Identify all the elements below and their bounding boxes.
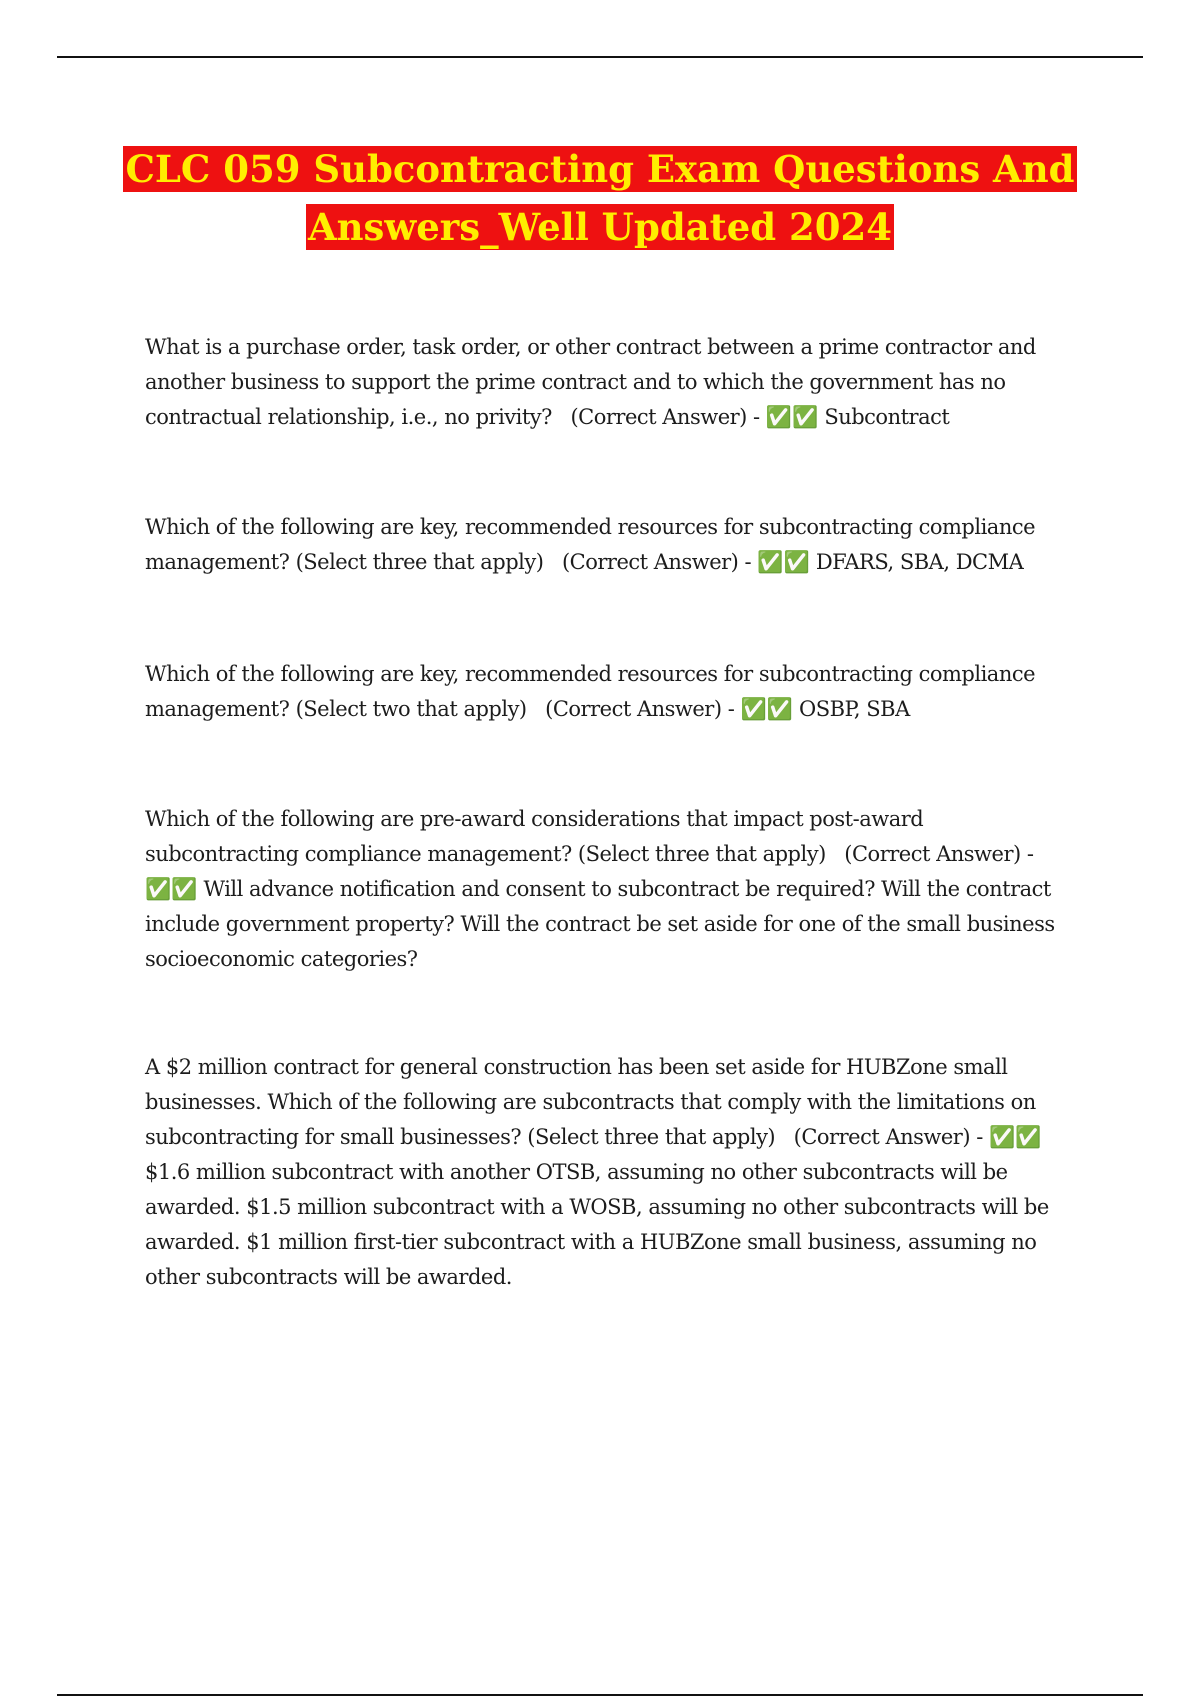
answer-marker: (Correct Answer) - (545, 697, 735, 721)
qa-item (145, 510, 1080, 580)
qa-item (145, 1050, 1080, 1295)
question-text: Which of the following are key, recommended resources for subcontracting compliance management? (Select two that apply) (145, 662, 1036, 721)
question-text: Which of the following are pre-award considerations that impact post-award subcontracting compliance management? (Select three that apply) (145, 807, 924, 866)
bottom-rule (57, 1694, 1143, 1696)
page-title (60, 140, 1140, 256)
qa-item (145, 330, 1080, 435)
question-text: A $2 million contract for general construction has been set aside for HUBZone small businesses. Which of the following are subcontracts that comply with the limitations on subcontracting for small businesses? (Select three that apply) (145, 1055, 1036, 1149)
qa-item (145, 657, 1080, 727)
title-line-2: Answers_Well Updated 2024 (307, 205, 893, 249)
question-text: What is a purchase order, task order, or other contract between a prime contractor and another business to support the prime contract and to which the government has no contractual relationship, i.e., no privity? (145, 335, 1036, 429)
double-check-icon: ✅✅ (757, 550, 810, 574)
answer-marker: (Correct Answer) - (844, 842, 1034, 866)
double-check-icon: ✅✅ (740, 697, 793, 721)
answer-text: Subcontract (824, 405, 950, 429)
double-check-icon: ✅✅ (145, 877, 198, 901)
answer-marker: (Correct Answer) - (793, 1125, 983, 1149)
answer-marker: (Correct Answer) - (570, 405, 760, 429)
answer-text: DFARS, SBA, DCMA (815, 550, 1024, 574)
double-check-icon: ✅✅ (989, 1125, 1042, 1149)
qa-item (145, 802, 1080, 977)
answer-marker: (Correct Answer) - (561, 550, 752, 574)
answer-text: $1.6 million subcontract with another OTSB, assuming no other subcontracts will be awarded. $1.5 million subcontract with a WOSB, assuming no other subcontracts will be awarded. $1 million first-tier subcontract with a HUBZone small business, assuming no other subcontracts will be awarded. (145, 1160, 1049, 1289)
top-rule (57, 56, 1143, 58)
question-text: Which of the following are key, recommended resources for subcontracting compliance management? (Select three that apply) (145, 515, 1036, 574)
answer-text: OSBP, SBA (799, 697, 910, 721)
answer-text: Will advance notification and consent to subcontract be required? Will the contract include government property? Will the contract be set aside for one of the small business socioeconomic categories? (145, 877, 1055, 971)
title-line-1: CLC 059 Subcontracting Exam Questions And (125, 147, 1075, 191)
double-check-icon: ✅✅ (765, 405, 819, 429)
